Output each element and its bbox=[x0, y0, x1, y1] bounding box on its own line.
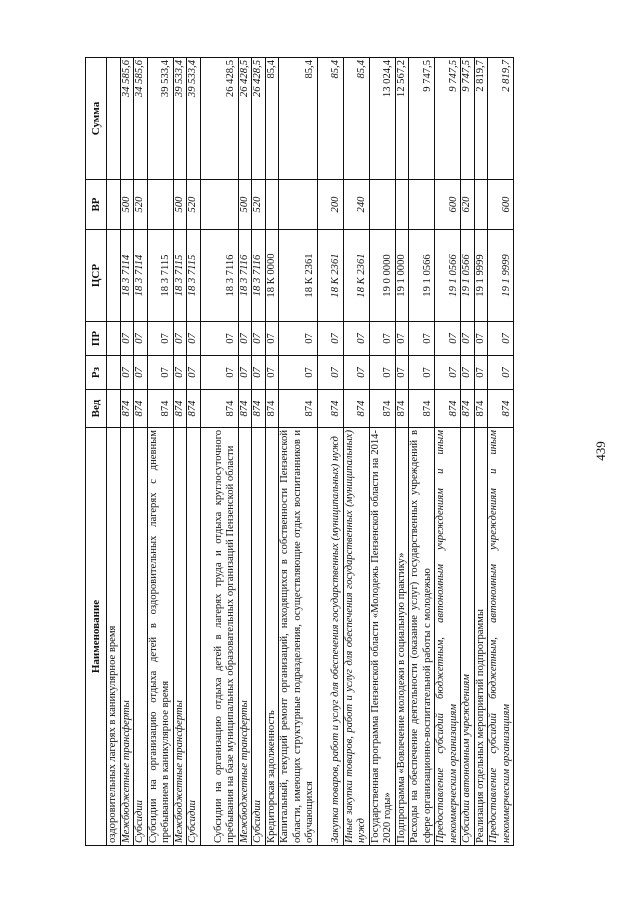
table-row bbox=[461, 58, 475, 846]
cell-sum: 39 533,4 bbox=[147, 58, 173, 180]
cell-pr: 07 bbox=[395, 322, 409, 356]
header-ved: Вед bbox=[86, 390, 107, 428]
cell-name: Субсидии bbox=[134, 428, 148, 846]
cell-rz: 07 bbox=[343, 356, 369, 390]
table-row bbox=[252, 58, 266, 846]
cell-name: Кредиторская задолженность bbox=[265, 428, 279, 846]
cell-csr: 18 К 0000 bbox=[265, 230, 279, 322]
cell-sum: 12 567,2 bbox=[395, 58, 409, 180]
table-row bbox=[134, 58, 148, 846]
cell-sum: 39 533,4 bbox=[187, 58, 201, 180]
cell-rz: 07 bbox=[120, 356, 134, 390]
cell-name: Субсидии автономным учреждениям bbox=[461, 428, 475, 846]
cell-ved: 874 bbox=[395, 390, 409, 428]
cell-pr: 07 bbox=[488, 322, 514, 356]
cell-ved: 874 bbox=[369, 390, 395, 428]
cell-csr: 18 3 7116 bbox=[252, 230, 266, 322]
cell-name: Межбюджетные трансферты bbox=[120, 428, 134, 846]
cell-rz: 07 bbox=[173, 356, 187, 390]
table-row bbox=[265, 58, 279, 846]
cell-pr: 07 bbox=[409, 322, 435, 356]
cell-csr: 19 1 9999 bbox=[488, 230, 514, 322]
cell-pr: 07 bbox=[435, 322, 461, 356]
cell-sum: 85,4 bbox=[265, 58, 279, 180]
table-row bbox=[107, 58, 121, 846]
cell-ved: 874 bbox=[265, 390, 279, 428]
cell-csr: 18 К 2361 bbox=[317, 230, 343, 322]
cell-ved: 874 bbox=[474, 390, 488, 428]
cell-csr: 18 3 7115 bbox=[173, 230, 187, 322]
cell-ved: 874 bbox=[409, 390, 435, 428]
cell-pr: 07 bbox=[120, 322, 134, 356]
table-row bbox=[173, 58, 187, 846]
cell-ved: 874 bbox=[238, 390, 252, 428]
cell-csr bbox=[107, 230, 121, 322]
cell-vr: 240 bbox=[343, 180, 369, 230]
table-row bbox=[474, 58, 488, 846]
table-row bbox=[435, 58, 461, 846]
cell-sum: 85,4 bbox=[343, 58, 369, 180]
cell-csr: 19 1 0566 bbox=[461, 230, 475, 322]
cell-csr: 19 1 0566 bbox=[409, 230, 435, 322]
table-row bbox=[279, 58, 318, 846]
cell-sum: 26 428,5 bbox=[238, 58, 252, 180]
header-pr: ПР bbox=[86, 322, 107, 356]
cell-vr bbox=[147, 180, 173, 230]
cell-sum bbox=[107, 58, 121, 180]
cell-sum: 34 585,6 bbox=[120, 58, 134, 180]
cell-pr: 07 bbox=[238, 322, 252, 356]
cell-rz: 07 bbox=[409, 356, 435, 390]
cell-vr: 500 bbox=[173, 180, 187, 230]
cell-sum: 39 533,4 bbox=[173, 58, 187, 180]
cell-pr: 07 bbox=[369, 322, 395, 356]
cell-csr: 18 3 7116 bbox=[238, 230, 252, 322]
cell-name: Субсидии bbox=[187, 428, 201, 846]
cell-rz: 07 bbox=[238, 356, 252, 390]
cell-sum: 9 747,5 bbox=[409, 58, 435, 180]
cell-rz: 07 bbox=[200, 356, 238, 390]
cell-csr: 18 3 7115 bbox=[147, 230, 173, 322]
cell-sum: 9 747,5 bbox=[435, 58, 461, 180]
cell-csr: 19 0 0000 bbox=[369, 230, 395, 322]
cell-name: Межбюджетные трансферты bbox=[238, 428, 252, 846]
cell-name: оздоровительных лагерях в каникулярное время bbox=[107, 428, 121, 846]
cell-pr: 07 bbox=[474, 322, 488, 356]
cell-sum: 13 024,4 bbox=[369, 58, 395, 180]
cell-ved: 874 bbox=[252, 390, 266, 428]
cell-ved: 874 bbox=[147, 390, 173, 428]
cell-vr: 500 bbox=[120, 180, 134, 230]
cell-pr: 07 bbox=[134, 322, 148, 356]
cell-pr: 07 bbox=[147, 322, 173, 356]
table-row bbox=[395, 58, 409, 846]
cell-vr bbox=[265, 180, 279, 230]
table-row bbox=[120, 58, 134, 846]
cell-rz: 07 bbox=[134, 356, 148, 390]
cell-name: Государственная программа Пензенской области «Молодежь Пензенской области на 2014-2020 годы» bbox=[369, 428, 395, 846]
cell-name: Капитальный, текущий ремонт организаций, находящихся в собственности Пензенской области, имеющих структурные подразделения, осуществляющие отдых воспитанников и обучающихся bbox=[279, 428, 318, 846]
cell-ved: 874 bbox=[279, 390, 318, 428]
cell-vr: 600 bbox=[488, 180, 514, 230]
cell-rz: 07 bbox=[252, 356, 266, 390]
header-csr: ЦСР bbox=[86, 230, 107, 322]
cell-csr: 18 К 2361 bbox=[343, 230, 369, 322]
table-row bbox=[343, 58, 369, 846]
cell-csr: 18 3 7114 bbox=[134, 230, 148, 322]
cell-rz bbox=[107, 356, 121, 390]
cell-ved: 874 bbox=[343, 390, 369, 428]
cell-name: Межбюджетные трансферты bbox=[173, 428, 187, 846]
cell-ved: 874 bbox=[461, 390, 475, 428]
cell-name: Субсидии bbox=[252, 428, 266, 846]
cell-csr: 18 К 2361 bbox=[279, 230, 318, 322]
cell-ved: 874 bbox=[435, 390, 461, 428]
cell-vr bbox=[395, 180, 409, 230]
cell-ved: 874 bbox=[317, 390, 343, 428]
cell-rz: 07 bbox=[279, 356, 318, 390]
cell-csr: 18 3 7116 bbox=[200, 230, 238, 322]
table-header-row bbox=[86, 58, 107, 846]
cell-sum: 85,4 bbox=[317, 58, 343, 180]
table-row bbox=[317, 58, 343, 846]
cell-name: Предоставление субсидий бюджетным, автономным учреждениям и иным некоммерческим организациям bbox=[435, 428, 461, 846]
cell-sum: 34 585,6 bbox=[134, 58, 148, 180]
cell-sum: 2 819,7 bbox=[474, 58, 488, 180]
cell-pr: 07 bbox=[187, 322, 201, 356]
cell-vr bbox=[200, 180, 238, 230]
cell-vr bbox=[107, 180, 121, 230]
cell-rz: 07 bbox=[187, 356, 201, 390]
cell-ved: 874 bbox=[173, 390, 187, 428]
table-row bbox=[409, 58, 435, 846]
cell-rz: 07 bbox=[474, 356, 488, 390]
cell-name: Реализация отдельных мероприятий подпрограммы bbox=[474, 428, 488, 846]
cell-pr: 07 bbox=[461, 322, 475, 356]
cell-sum: 26 428,5 bbox=[200, 58, 238, 180]
cell-csr: 18 3 7115 bbox=[187, 230, 201, 322]
cell-name: Субсидии на организацию отдыха детей в лагерях труда и отдыха круглосуточного пребывания на базе муниципальных образовательных организаций Пензенской области bbox=[200, 428, 238, 846]
cell-ved: 874 bbox=[120, 390, 134, 428]
table-row bbox=[187, 58, 201, 846]
cell-rz: 07 bbox=[317, 356, 343, 390]
cell-sum: 9 747,5 bbox=[461, 58, 475, 180]
cell-name: Субсидии на организацию отдыха детей в оздоровительных лагерях с дневным пребыванием в каникулярное время bbox=[147, 428, 173, 846]
cell-name: Расходы на обеспечение деятельности (оказание услуг) государственных учреждений в сфере организационно-воспитательной работы с молодежью bbox=[409, 428, 435, 846]
table-row bbox=[369, 58, 395, 846]
cell-rz: 07 bbox=[435, 356, 461, 390]
cell-ved: 874 bbox=[134, 390, 148, 428]
cell-name: Закупка товаров, работ и услуг для обеспечения государственных (муниципальных) нужд bbox=[317, 428, 343, 846]
header-sum: Сумма bbox=[86, 58, 107, 180]
cell-ved: 874 bbox=[200, 390, 238, 428]
cell-vr bbox=[279, 180, 318, 230]
cell-rz: 07 bbox=[147, 356, 173, 390]
cell-pr: 07 bbox=[317, 322, 343, 356]
cell-rz: 07 bbox=[369, 356, 395, 390]
cell-vr: 520 bbox=[187, 180, 201, 230]
budget-table bbox=[85, 57, 514, 846]
cell-vr: 520 bbox=[134, 180, 148, 230]
cell-name: Предоставление субсидий бюджетным, автономным учреждениям и иным некоммерческим организациям bbox=[488, 428, 514, 846]
table-row bbox=[200, 58, 238, 846]
cell-csr: 19 1 9999 bbox=[474, 230, 488, 322]
cell-vr bbox=[474, 180, 488, 230]
cell-ved bbox=[107, 390, 121, 428]
header-name: Наименование bbox=[86, 428, 107, 846]
page-number: 439 bbox=[593, 441, 608, 461]
cell-vr: 620 bbox=[461, 180, 475, 230]
header-rz: Рз bbox=[86, 356, 107, 390]
budget-table-container bbox=[85, 58, 568, 846]
cell-rz: 07 bbox=[461, 356, 475, 390]
cell-vr: 520 bbox=[252, 180, 266, 230]
cell-pr: 07 bbox=[265, 322, 279, 356]
cell-name: Подпрограмма «Вовлечение молодежи в социальную практику» bbox=[395, 428, 409, 846]
cell-vr bbox=[369, 180, 395, 230]
cell-rz: 07 bbox=[488, 356, 514, 390]
table-row bbox=[147, 58, 173, 846]
cell-sum: 26 428,5 bbox=[252, 58, 266, 180]
cell-rz: 07 bbox=[265, 356, 279, 390]
cell-vr: 200 bbox=[317, 180, 343, 230]
cell-pr: 07 bbox=[252, 322, 266, 356]
cell-sum: 85,4 bbox=[279, 58, 318, 180]
cell-pr: 07 bbox=[279, 322, 318, 356]
cell-vr: 500 bbox=[238, 180, 252, 230]
table-row bbox=[488, 58, 514, 846]
cell-sum: 2 819,7 bbox=[488, 58, 514, 180]
cell-pr: 07 bbox=[173, 322, 187, 356]
cell-pr: 07 bbox=[343, 322, 369, 356]
cell-name: Иные закупки товаров, работ и услуг для обеспечения государственных (муниципальных) нужд bbox=[343, 428, 369, 846]
cell-rz: 07 bbox=[395, 356, 409, 390]
cell-ved: 874 bbox=[488, 390, 514, 428]
cell-pr bbox=[107, 322, 121, 356]
cell-csr: 18 3 7114 bbox=[120, 230, 134, 322]
table-row bbox=[238, 58, 252, 846]
header-vr: ВР bbox=[86, 180, 107, 230]
cell-ved: 874 bbox=[187, 390, 201, 428]
cell-vr bbox=[409, 180, 435, 230]
cell-pr: 07 bbox=[200, 322, 238, 356]
cell-csr: 19 1 0566 bbox=[435, 230, 461, 322]
cell-csr: 19 1 0000 bbox=[395, 230, 409, 322]
cell-vr: 600 bbox=[435, 180, 461, 230]
